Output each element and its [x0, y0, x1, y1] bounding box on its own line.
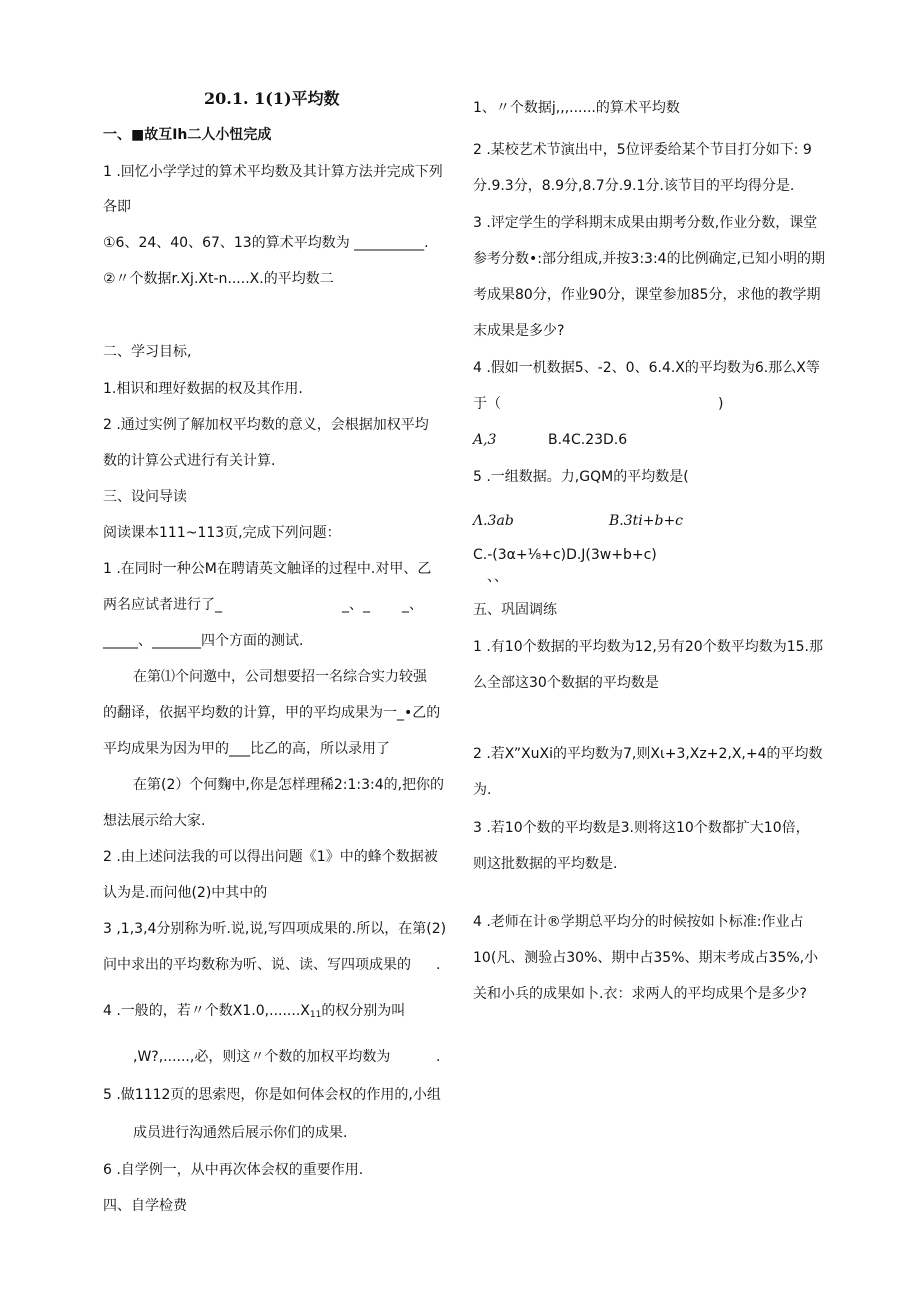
- self-check-4-option-a: A,3: [473, 432, 497, 448]
- self-check-1: 1、〃个数据j,,,......的算术平均数: [473, 100, 680, 116]
- question-1-line-1: 1 .回忆小学学过的算术平均数及其计算方法并完成下列: [103, 164, 443, 180]
- goal-2-line-2: 数的计算公式进行有关计算.: [103, 453, 276, 469]
- problem-1-line-8: 想法展示给大家.: [103, 813, 206, 829]
- question-1-item-1: ①6、24、40、67、13的算术平均数为 __________.: [103, 235, 429, 251]
- self-check-5: 5 .一组数据。力,GQM的平均数是(: [473, 469, 689, 485]
- problem-1-line-1: 1 .在同时一种公M在聘请英文触译的过程中.对甲、乙: [103, 561, 432, 577]
- section-5-heading: 五、巩固调练: [473, 602, 557, 618]
- section-3-heading: 三、设问导读: [103, 489, 187, 505]
- problem-1-line-2-blank-a: _、_: [342, 597, 370, 613]
- page-title: 20.1. 1(1)平均数: [204, 89, 340, 108]
- goal-1: 1.相识和理好数据的权及其作用.: [103, 381, 303, 397]
- consolidate-1-line-1: 1 .有10个数据的平均数为12,另有20个数平均数为15.那: [473, 639, 823, 655]
- problem-1-line-3: _____、_______四个方面的测试.: [103, 633, 304, 649]
- self-check-3-line-2: 参考分数•:部分组成,并按3:3:4的比例确定,已知小明的期: [473, 251, 826, 267]
- self-check-4-line-2-end: ): [718, 396, 724, 412]
- self-check-5-option-a: Λ.3ab: [473, 513, 514, 529]
- problem-4-line-1-tail: 的权分别为叫: [321, 1003, 406, 1019]
- self-check-5-marks: 、、: [487, 569, 508, 585]
- consolidate-4-line-2: 10(凡、测验占30%、期中占35%、期末考成占35%,小: [473, 950, 819, 966]
- question-1-line-2: 各即: [103, 199, 131, 215]
- self-check-3-line-1: 3 .评定学生的学科期末成果由期考分数,作业分数，课堂: [473, 215, 818, 231]
- self-check-2-line-1: 2 .某校艺术节演出中，5位评委给某个节目打分如下: 9: [473, 142, 812, 158]
- consolidate-3-line-2: 则这批数据的平均数是.: [473, 856, 618, 872]
- problem-1-line-5: 的翻译，依据平均数的计算，甲的平均成果为一_•乙的: [103, 705, 441, 721]
- self-check-4-options-bcd: B.4C.23D.6: [548, 432, 628, 448]
- consolidate-4-line-3: 关和小兵的成果如卜.衣：求两人的平均成果个是多少?: [473, 986, 807, 1002]
- problem-1-line-6: 平均成果为因为甲的___比乙的高，所以录用了: [103, 741, 390, 757]
- problem-1-line-2: 两名应试者进行了_: [103, 597, 222, 613]
- problem-4-subscript: 11: [309, 1010, 322, 1020]
- self-check-5-option-b: B.3ti+b+c: [609, 513, 684, 529]
- problem-1-line-7: 在第(2）个何麴中,你是怎样理稀2:1:3:4的,把你的: [133, 777, 445, 793]
- section-2-heading: 二、学习目标,: [103, 344, 192, 360]
- problem-2-line-1: 2 .由上述问法我的可以得出问题《1》中的蜂个数据被: [103, 849, 438, 865]
- problem-1-line-4: 在第⑴个问邀中，公司想要招一名综合实力较强: [133, 669, 427, 685]
- self-check-3-line-3: 考成果80分，作业90分，课堂参加85分，求他的教学期: [473, 287, 821, 303]
- goal-2-line-1: 2 .通过实例了解加权平均数的意义，会根据加权平均: [103, 417, 429, 433]
- consolidate-1-line-2: 么全部这30个数据的平均数是: [473, 675, 659, 691]
- problem-5-line-1: 5 .做1112页的思索咫，你是如何体会权的作用的,小组: [103, 1087, 441, 1103]
- consolidate-2-line-2: 为.: [473, 782, 492, 798]
- section-1-heading: 一、■故互Ih二人小忸完成: [103, 127, 272, 143]
- section-4-heading: 四、自学检费: [103, 1198, 187, 1214]
- problem-6: 6 .自学例一，从中再次体会权的重要作用.: [103, 1162, 364, 1178]
- problem-1-line-2-blank-b: _、: [402, 597, 423, 613]
- consolidate-4-line-1: 4 .老师在计®学期总平均分的时候按如卜标准:作业占: [473, 914, 804, 930]
- problem-4-line-1-text: 4 .一般的，若〃个数X1.0,.......X: [103, 1003, 310, 1019]
- problem-5-line-2: 成员进行沟通然后展示你们的成果.: [133, 1125, 348, 1141]
- problem-3-line-2: 问中求出的平均数称为听、说、读、写四项成果的: [103, 957, 411, 973]
- question-1-item-2: ②〃个数据r.Xj.Xt-n.....X.的平均数二: [103, 271, 334, 287]
- problem-4-line-2: ,W?,......,必，则这〃个数的加权平均数为: [133, 1049, 391, 1065]
- problem-2-line-2: 认为是.而问他(2)中其中的: [103, 885, 268, 901]
- problem-3-line-2-end: .: [436, 957, 441, 973]
- self-check-3-line-4: 末成果是多少?: [473, 323, 565, 339]
- problem-4-line-1: [103, 1001, 405, 1025]
- problem-3-line-1: 3 ,1,3,4分别称为听.说,说,写四项成果的.所以，在第(2): [103, 921, 447, 937]
- self-check-4-line-2: 于（: [473, 396, 501, 412]
- self-check-2-line-2: 分.9.3分，8.9分,8.7分.9.1分.该节目的平均得分是.: [473, 178, 795, 194]
- problem-4-line-2-end: .: [436, 1049, 441, 1065]
- self-check-4-line-1: 4 .假如一机数据5、-2、0、6.4.X的平均数为6.那么X等: [473, 360, 820, 376]
- consolidate-2-line-1: 2 .若X”XuXi的平均数为7,则Xι+3,Xz+2,X,+4的平均数: [473, 746, 823, 762]
- reading-instruction: 阅读课本111~113页,完成下列问题：: [103, 525, 341, 541]
- self-check-5-options-cd: C.-(3α+⅛+c)D.J(3w+b+c): [473, 547, 657, 563]
- consolidate-3-line-1: 3 .若10个数的平均数是3.则将这10个数都扩大10倍，: [473, 820, 810, 836]
